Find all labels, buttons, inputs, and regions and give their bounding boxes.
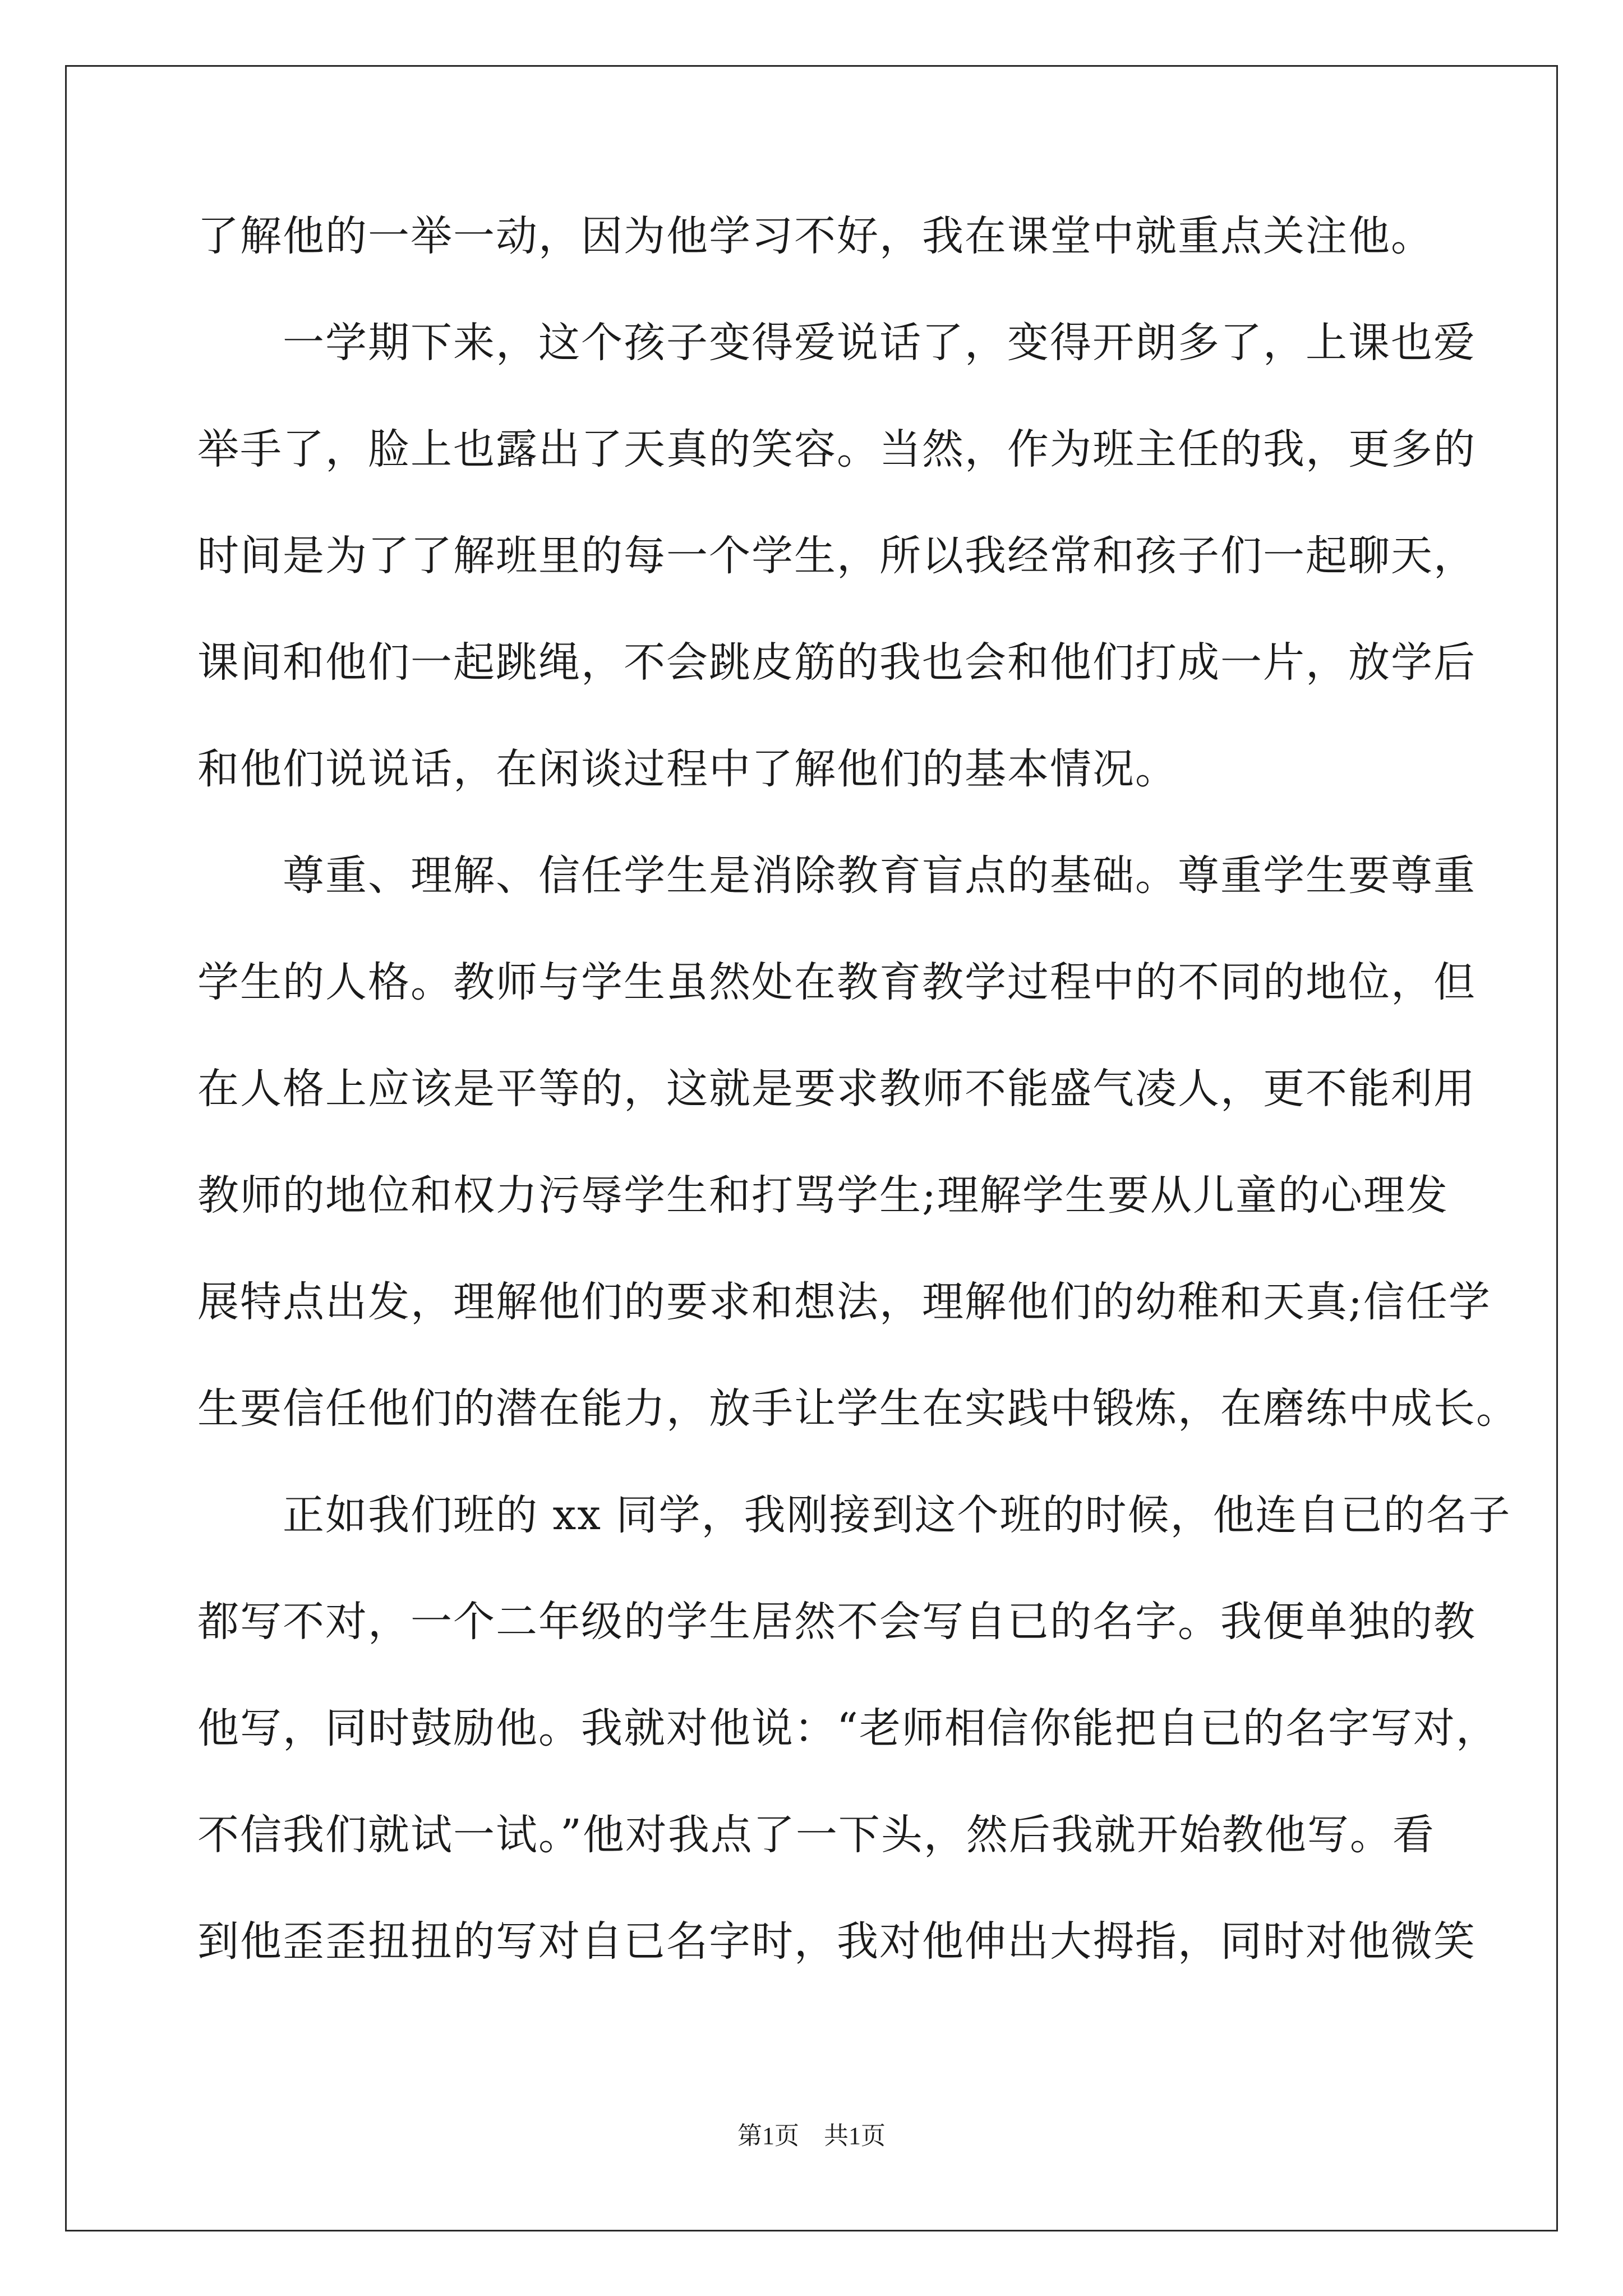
- text-line: 课间和他们一起跳绳，不会跳皮筋的我也会和他们打成一片，放学后: [197, 638, 1476, 687]
- text-line: 教师的地位和权力污辱学生和打骂学生;理解学生要从儿童的心理发: [197, 1171, 1449, 1220]
- text-line: 尊重、理解、信任学生是消除教育盲点的基础。尊重学生要尊重: [197, 852, 1476, 900]
- text-line: 到他歪歪扭扭的写对自已名字时，我对他伸出大拇指，同时对他微笑: [197, 1917, 1476, 1966]
- page-number: 第1页 共1页: [737, 2122, 886, 2150]
- text-line: 不信我们就试一试。”他对我点了一下头，然后我就开始教他写。看: [197, 1811, 1435, 1859]
- text-line: 举手了，脸上也露出了天真的笑容。当然，作为班主任的我，更多的: [197, 425, 1476, 473]
- text-line: 生要信任他们的潜在能力，放手让学生在实践中锻炼，在磨练中成长。: [197, 1384, 1519, 1433]
- text-line: 一学期下来，这个孩子变得爱说话了，变得开朗多了，上课也爱: [197, 319, 1476, 367]
- text-line: 和他们说说话，在闲谈过程中了解他们的基本情况。: [197, 745, 1178, 793]
- text-line: 正如我们班的 xx 同学，我刚接到这个班的时候，他连自已的名子: [197, 1491, 1511, 1539]
- text-line: 时间是为了了解班里的每一个学生，所以我经常和孩子们一起聊天，: [197, 532, 1476, 580]
- text-line: 在人格上应该是平等的，这就是要求教师不能盛气凌人，更不能利用: [197, 1065, 1476, 1113]
- text-line: 学生的人格。教师与学生虽然处在教育教学过程中的不同的地位，但: [197, 958, 1476, 1006]
- page-border: [65, 65, 1558, 2231]
- text-line: 展特点出发，理解他们的要求和想法，理解他们的幼稚和天真;信任学: [197, 1278, 1491, 1326]
- text-line: 了解他的一举一动，因为他学习不好，我在课堂中就重点关注他。: [197, 212, 1433, 260]
- text-line: 都写不对，一个二年级的学生居然不会写自已的名字。我便单独的教: [197, 1598, 1476, 1646]
- text-line: 他写，同时鼓励他。我就对他说：“老师相信你能把自已的名字写对，: [197, 1704, 1498, 1752]
